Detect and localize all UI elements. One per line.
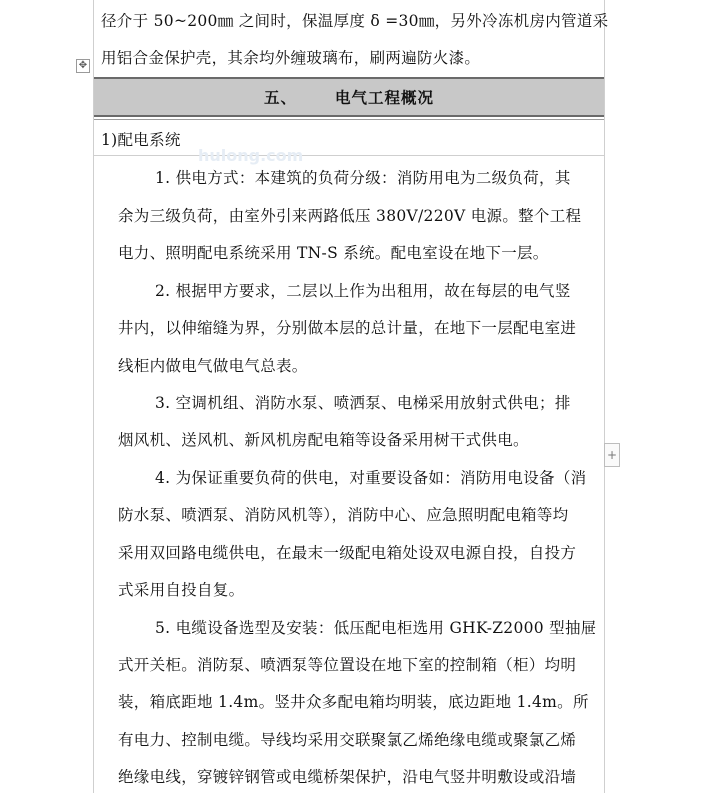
body-line: 采用双回路电缆供电，在最末一级配电箱处设双电源自投，自投方 bbox=[118, 544, 577, 562]
intro-line: 径介于 50~200㎜ 之间时，保温厚度 δ =30㎜，另外冷冻机房内管道采 bbox=[101, 12, 609, 30]
section-header bbox=[94, 77, 604, 117]
section-title: 电气工程概况 bbox=[335, 89, 435, 107]
body-line: 防水泵、喷洒泵、消防风机等），消防中心、应急照明配电箱等均 bbox=[118, 506, 569, 524]
body-line: 有电力、控制电缆。导线均采用交联聚氯乙烯绝缘电缆或聚氯乙烯 bbox=[118, 731, 577, 749]
body-line: 2. 根据甲方要求，二层以上作为出租用，故在每层的电气竖 bbox=[155, 282, 571, 300]
subheading-divider bbox=[94, 155, 604, 156]
body-line: 5. 电缆设备选型及安装：低压配电柜选用 GHK-Z2000 型抽屉 bbox=[155, 619, 597, 637]
body-line: 式开关柜。消防泵、喷洒泵等位置设在地下室的控制箱（柜）均明 bbox=[118, 656, 577, 674]
body-line: 绝缘电线，穿镀锌钢管或电缆桥架保护，沿电气竖井明敷设或沿墙 bbox=[118, 768, 577, 786]
page-border-right bbox=[604, 0, 605, 793]
body-line: 烟风机、送风机、新风机房配电箱等设备采用树干式供电。 bbox=[118, 431, 529, 449]
subheading: 1)配电系统 bbox=[101, 131, 181, 149]
body-line: 1. 供电方式：本建筑的负荷分级：消防用电为二级负荷，其 bbox=[155, 169, 571, 187]
table-move-handle-icon[interactable]: ✥ bbox=[76, 59, 90, 73]
body-line: 3. 空调机组、消防水泵、喷洒泵、电梯采用放射式供电；排 bbox=[155, 394, 571, 412]
watermark: hulong.com bbox=[198, 146, 304, 165]
intro-line: 用铝合金保护壳，其余均外缠玻璃布，刷两遍防火漆。 bbox=[101, 49, 481, 67]
section-number: 五、 bbox=[263, 89, 297, 107]
body-line: 装，箱底距地 1.4m。竖井众多配电箱均明装，底边距地 1.4m。所 bbox=[118, 693, 589, 711]
body-line: 线柜内做电气做电气总表。 bbox=[118, 357, 308, 375]
body-line: 余为三级负荷，由室外引来两路低压 380V/220V 电源。整个工程 bbox=[118, 207, 582, 225]
header-divider bbox=[94, 119, 604, 120]
body-line: 电力、照明配电系统采用 TN-S 系统。配电室设在地下一层。 bbox=[118, 244, 549, 262]
body-line: 井内，以伸缩缝为界，分别做本层的总计量，在地下一层配电室进 bbox=[118, 319, 577, 337]
body-line: 4. 为保证重要负荷的供电，对重要设备如：消防用电设备（消 bbox=[155, 469, 587, 487]
add-row-plus-icon[interactable]: + bbox=[604, 443, 620, 467]
body-line: 式采用自投自复。 bbox=[118, 581, 245, 599]
